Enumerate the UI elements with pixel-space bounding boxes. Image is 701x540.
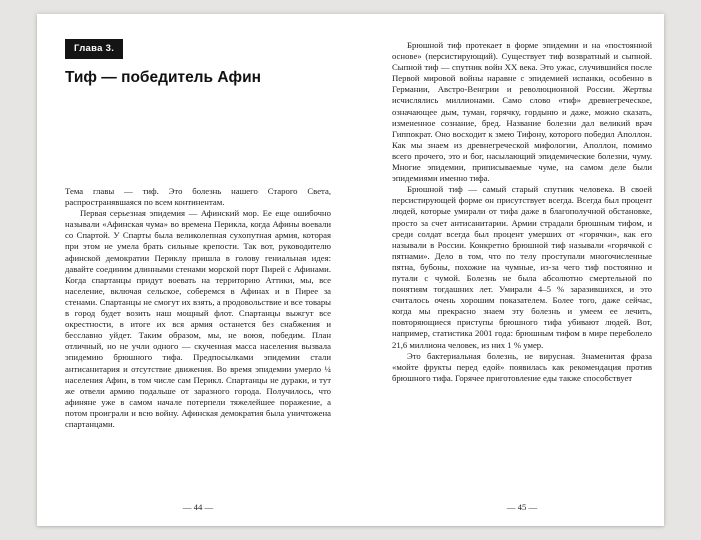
chapter-label: Глава 3.: [74, 43, 115, 54]
right-body-text: [392, 40, 652, 384]
paragraph: Первая серьезная эпидемия — Афинский мор. Ее еще ошибочно называли «Афинская чума» во времена Перикла, когда Афины воевали со Спартой. У Спарты была великолепная сухопутная армия, которая при этом не умела брать сильные крепости. Так вот, руководителю афинской демократии Периклу пришла в голову гениальная идея: давайте соединим длинными стенами морской порт Пирей с Афинами. Когда спартанцы придут воевать на территорию Аттики, мы, все население, включая сельское, соберемся в Афинах и в Пирее за стенами. Спартанцы не смогут их взять, а продовольствие и все товары в город будет возить наш мощный флот. Спартанцы выжгут все окрестности, в итоге их вся армия останется без снабжения и бесславно уйдет. Таким образом, мы, не воюя, победим. План отличный, но не учли одного — скученная масса населения вызвала эпидемию брюшного тифа. Предпосылками эпидемии стали антисанитария и отсутствие движения. Во время эпидемии умерло ¼ населения Афин, в том числе сам Перикл. Спартанцы не дураки, и тут же отвели армию подальше от заразного города. Получилось, что афиняне уже в самом начале потерпели тяжелейшее поражение, а потом проиграли и всю войну. Афинская демократия была уничтожена спартанцами.: [65, 208, 331, 429]
paragraph: Брюшной тиф — самый старый спутник человека. В своей персистирующей форме он присутствует всегда. Всегда был процент людей, которые умирали от тифа даже в благополучной обстановке, просто за счет антисанитарии. Армии страдали брюшным тифом, и среди солдат всегда был процент умерших от «горячки», как его называли в России. Конкретно брюшной тиф называли «горячкой с пятнами». Дело в том, что по телу проступали многочисленные пятна, бубоны, похожие на чумные, из-за чего тиф постоянно и путали с чумой. Болезнь не была абсолютно смертельной по понятиям тогдашних лет. Умирали 4–5 % заразившихся, и это считалось очень хорошим показателем. Более того, даже сейчас, когда мы прекрасно знаем эту болезнь и умеем ее лечить, повторяющиеся приступы брюшного тифа убивают людей. Вот, например, статистика 2001 года: брюшным тифом в мире переболело 21,6 миллиона человек, из них 1 % умер.: [392, 184, 652, 350]
right-page: [350, 14, 664, 526]
page-number-left: — 44 —: [182, 502, 214, 512]
left-body-text: [65, 186, 331, 430]
book-spread: [37, 14, 664, 526]
chapter-title: Тиф — победитель Афин: [65, 68, 262, 86]
left-page-content: [65, 14, 331, 526]
page-number-right: — 45 —: [506, 502, 538, 512]
paragraph: Это бактериальная болезнь, не вирусная. Знаменитая фраза «мойте фрукты перед едой» появилась как рекомендация против брюшного тифа. Горячее приготовление еды также способствует: [392, 350, 652, 383]
paragraph: Брюшной тиф протекает в форме эпидемии и на «постоянной основе» (персистирующий). Существует тиф возвратный и сыпной. Сыпной тиф — спутник войн XX века. Это ужас, случившийся после Первой мировой войны наравне с эпидемией испанки, особенно в Германии, Австро-Венгрии и революционной России. Жертвы исчислялись миллионами. Само слово «тиф» древнегреческое, означающее дым, туман, горячку, гордыню и даже, можно сказать, измененное сознание, бред. Название болезни дал великий врач Гиппократ. Оно восходит к змею Тифону, которого победил Аполлон. Как мы знаем из древнегреческой мифологии, Аполлон, помимо всего прочего, это и бог, насылающий эпидемические болезни, чуму. Многие эпидемии, приписываемые чуме, на самом деле были эпидемиями именно тифа.: [392, 40, 652, 184]
paragraph: Тема главы — тиф. Это болезнь нашего Старого Света, распространявшаяся по всем континентам.: [65, 186, 331, 208]
left-page: [37, 14, 350, 526]
right-page-content: [392, 14, 652, 526]
chapter-badge: [65, 39, 123, 59]
